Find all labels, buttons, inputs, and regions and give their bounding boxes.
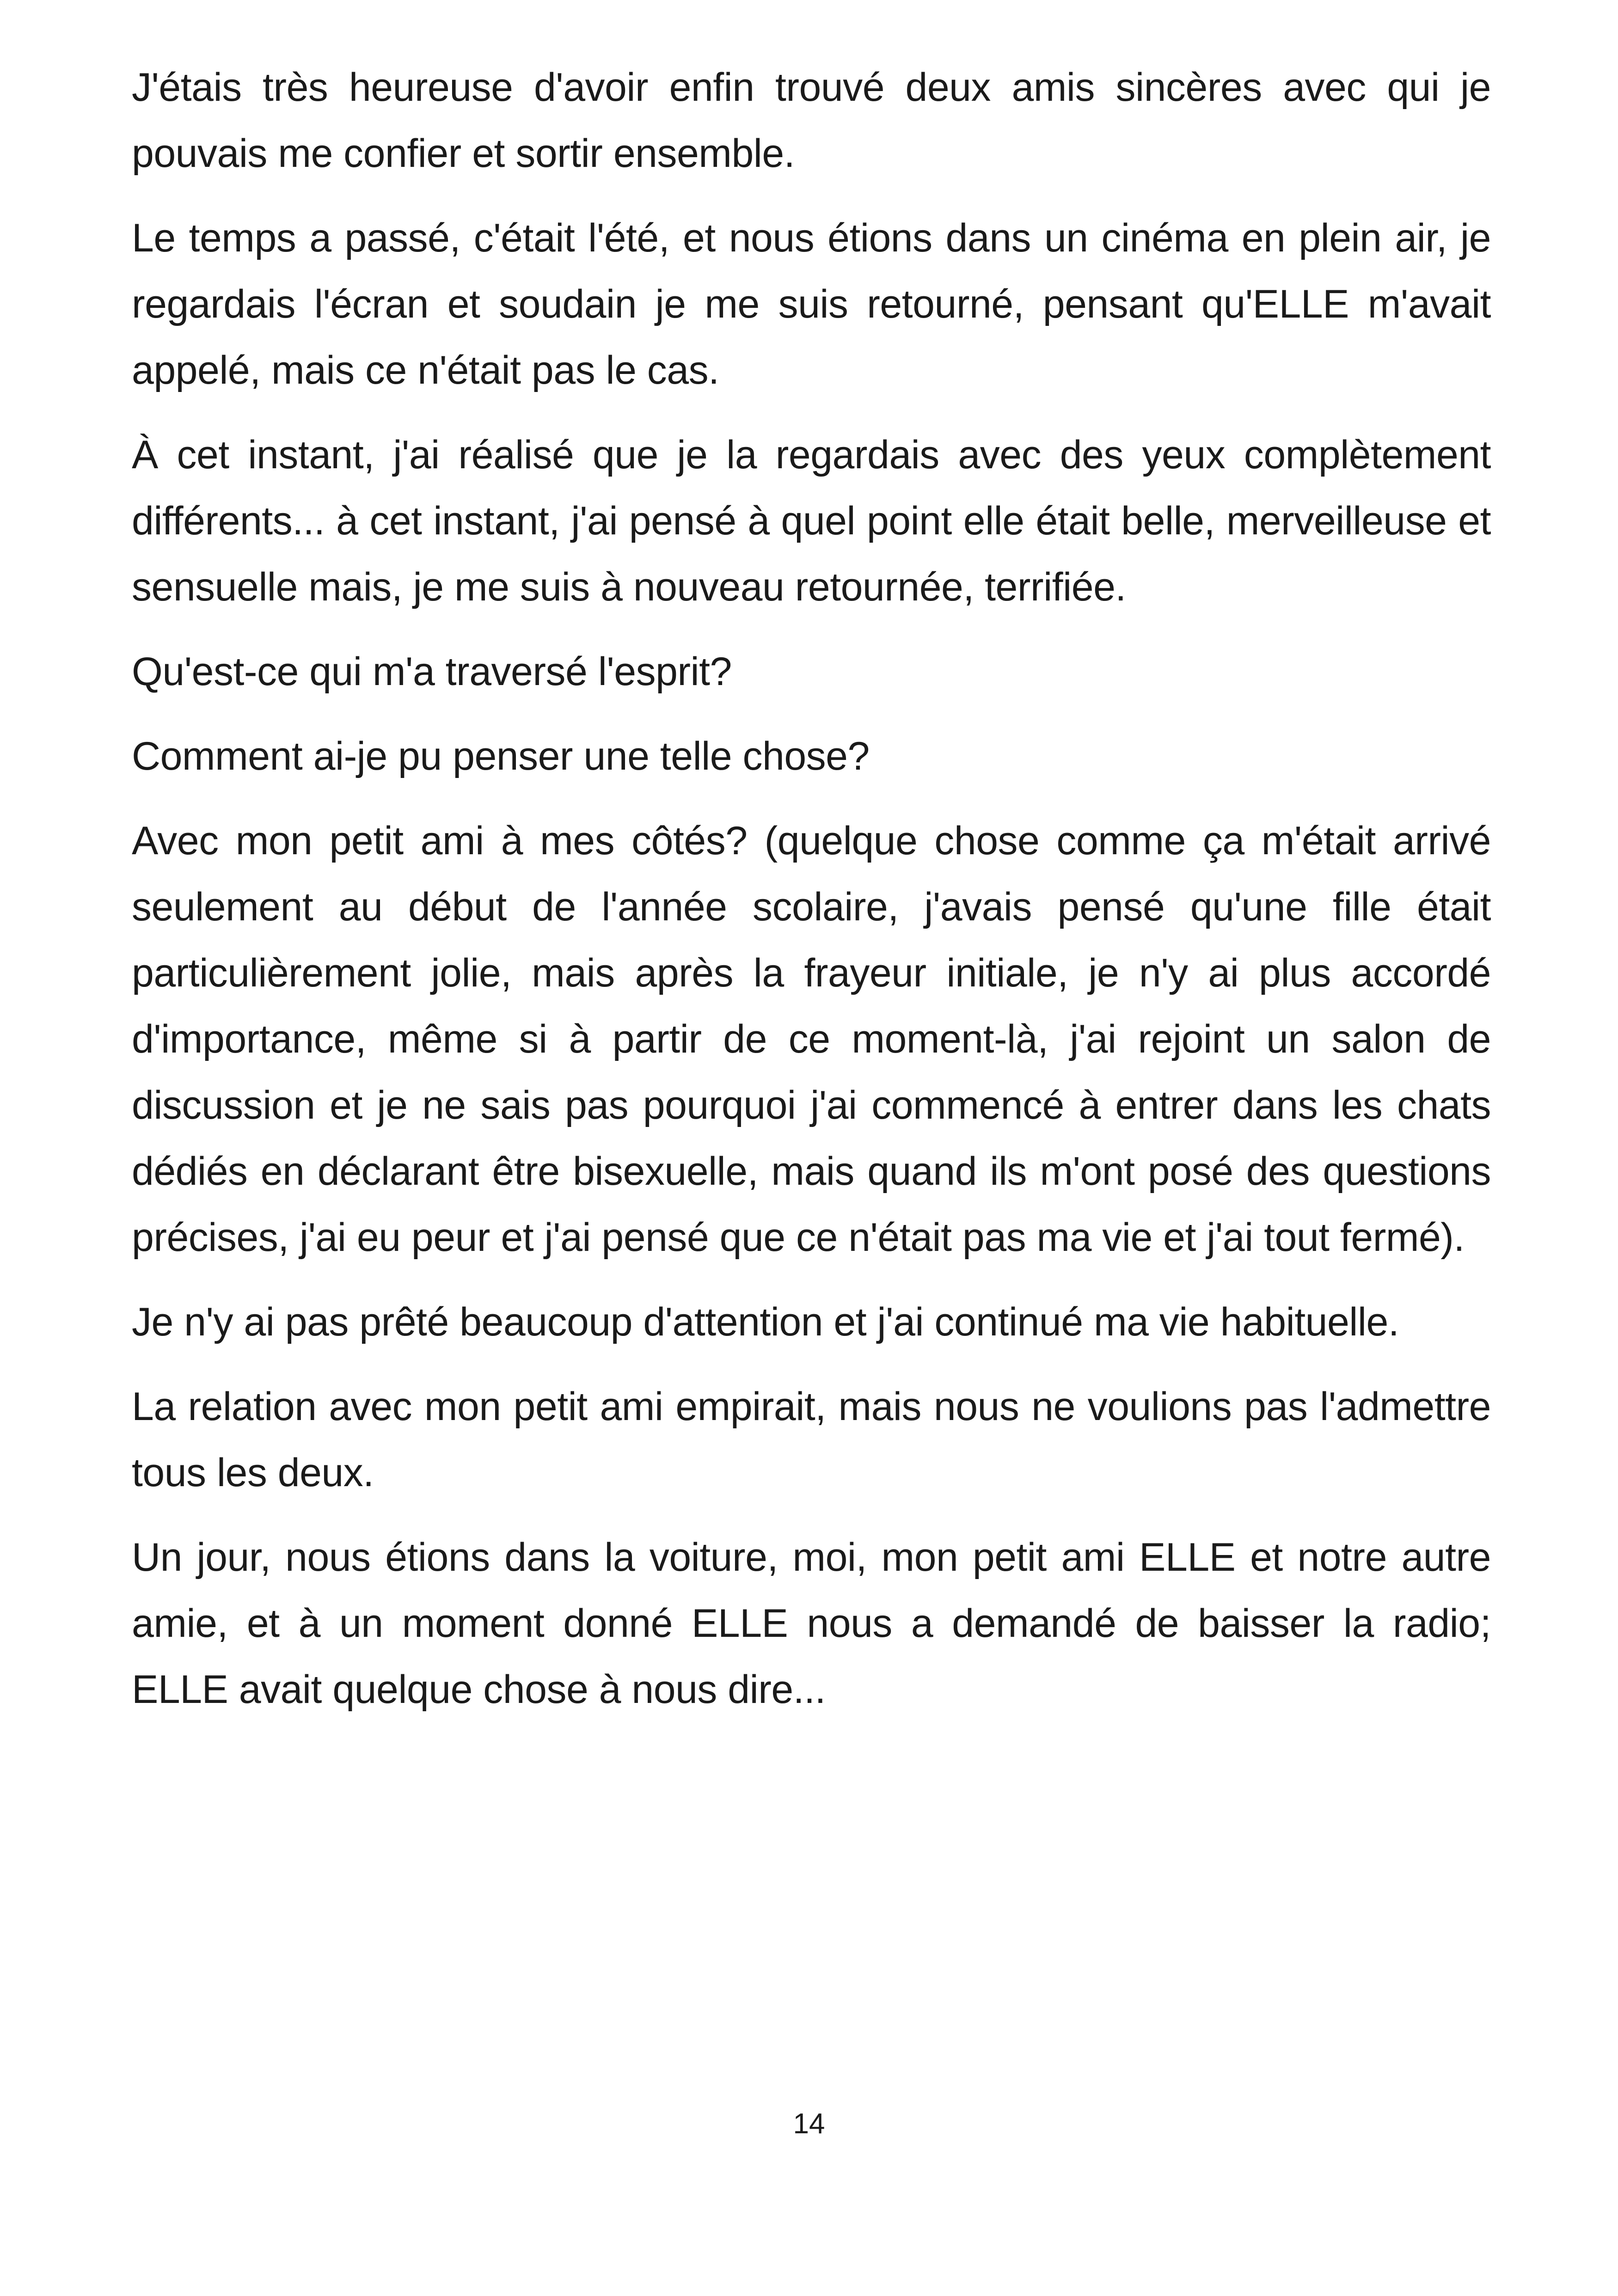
paragraph-5: Comment ai-je pu penser une telle chose? <box>132 734 870 778</box>
body-text <box>132 55 1491 1741</box>
page-number: 14 <box>793 2108 825 2140</box>
paragraph-9: Un jour, nous étions dans la voiture, moi, mon petit ami ELLE et notre autre amie, et à un moment donné ELLE nous a demandé de baisser la radio; ELLE avait quelque chose à nous dire... <box>132 1535 1491 1712</box>
paragraph-1: J'étais très heureuse d'avoir enfin trouvé deux amis sincères avec qui je pouvais me confier et sortir ensemble. <box>132 65 1491 176</box>
paragraph-8: La relation avec mon petit ami empirait, mais nous ne voulions pas l'admettre tous les deux. <box>132 1384 1491 1495</box>
paragraph-7: Je n'y ai pas prêté beaucoup d'attention et j'ai continué ma vie habituelle. <box>132 1300 1399 1344</box>
paragraph-4: Qu'est-ce qui m'a traversé l'esprit? <box>132 649 732 694</box>
paragraph-2: Le temps a passé, c'était l'été, et nous étions dans un cinéma en plein air, je regardais l'écran et soudain je me suis retourné, pensant qu'ELLE m'avait appelé, mais ce n'était pas le cas. <box>132 216 1491 392</box>
paragraph-3: À cet instant, j'ai réalisé que je la regardais avec des yeux complètement différents... à cet instant, j'ai pensé à quel point elle était belle, merveilleuse et sensuelle mais, je me suis à nouveau retournée, terrifiée. <box>132 433 1491 609</box>
paragraph-6: Avec mon petit ami à mes côtés? (quelque chose comme ça m'était arrivé seulement au début de l'année scolaire, j'avais pensé qu'une fille était particulièrement jolie, mais après la frayeur initiale, je n'y ai plus accordé d'importance, même si à partir de ce moment-là, j'ai rejoint un salon de discussion et je ne sais pas pourquoi j'ai commencé à entrer dans les chats dédiés en déclarant être bisexuelle, mais quand ils m'ont posé des questions précises, j'ai eu peur et j'ai pensé que ce n'était pas ma vie et j'ai tout fermé). <box>132 819 1491 1260</box>
